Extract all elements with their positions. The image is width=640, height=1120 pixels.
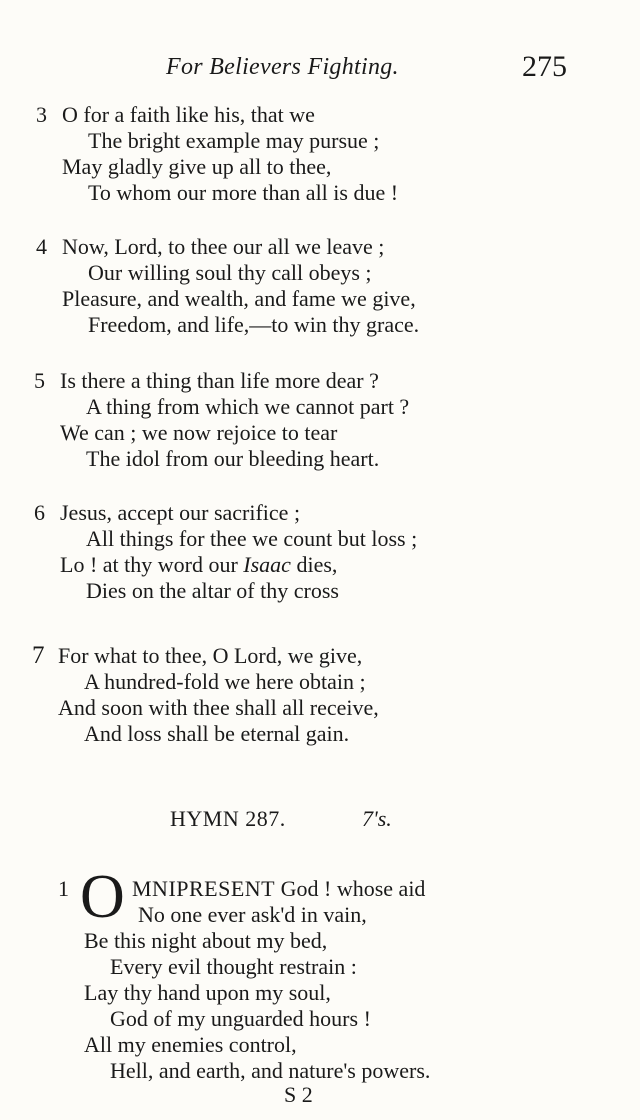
verse-line: Pleasure, and wealth, and fame we give, [62, 286, 416, 311]
verse-number: 6 [34, 500, 45, 525]
first-word-caps: MNIPRESENT [132, 876, 276, 901]
verse-line: Hell, and earth, and nature's powers. [110, 1058, 431, 1083]
verse-line-prefix: Lo ! at thy word our [60, 552, 244, 577]
verse-line: Be this night about my bed, [84, 928, 328, 953]
verse-line: And soon with thee shall all receive, [58, 695, 379, 720]
verse-line: Now, Lord, to thee our all we leave ; [62, 234, 385, 259]
verse-line: To whom our more than all is due ! [88, 180, 399, 205]
verse-line [60, 552, 337, 578]
verse-number: 5 [34, 368, 45, 393]
verse-line: A thing from which we cannot part ? [86, 394, 410, 419]
verse-line: The bright example may pursue ; [88, 128, 380, 153]
verse-number: 1 [58, 876, 69, 901]
italic-name: Isaac [243, 552, 291, 577]
verse-line: Lay thy hand upon my soul, [84, 980, 331, 1005]
verse-line: And loss shall be eternal gain. [84, 721, 350, 746]
signature-mark: S 2 [284, 1082, 313, 1107]
verse-line: O for a faith like his, that we [62, 102, 315, 127]
verse-line: Is there a thing than life more dear ? [60, 368, 379, 393]
verse-line: The idol from our bleeding heart. [86, 446, 380, 471]
hymn-meter: 7's. [362, 806, 392, 831]
verse-line: Dies on the altar of thy cross [86, 578, 339, 603]
verse-number: 3 [36, 102, 47, 127]
drop-cap: O [80, 863, 125, 931]
verse-number: 7 [32, 642, 45, 669]
verse-line: Freedom, and life,—to win thy grace. [88, 312, 420, 337]
verse-line: May gladly give up all to thee, [62, 154, 332, 179]
verse-line-rest: God ! whose aid [275, 876, 426, 901]
verse-number: 4 [36, 234, 47, 259]
verse-line [132, 876, 425, 902]
verse-line: We can ; we now rejoice to tear [60, 420, 338, 445]
verse-line-suffix: dies, [290, 552, 338, 577]
verse-line: Our willing soul thy call obeys ; [88, 260, 372, 285]
verse-line: No one ever ask'd in vain, [138, 902, 367, 927]
verse-line: Every evil thought restrain : [110, 954, 357, 979]
verse-line: All things for thee we count but loss ; [86, 526, 418, 551]
running-title: For Believers Fighting. [166, 54, 399, 80]
verse-line: For what to thee, O Lord, we give, [58, 643, 363, 668]
verse-line: All my enemies control, [84, 1032, 297, 1057]
verse-line: Jesus, accept our sacrifice ; [60, 500, 301, 525]
hymn-heading: HYMN 287. [170, 806, 286, 831]
verse-line: A hundred-fold we here obtain ; [84, 669, 366, 694]
verse-line: God of my unguarded hours ! [110, 1006, 371, 1031]
page-number: 275 [522, 50, 567, 83]
